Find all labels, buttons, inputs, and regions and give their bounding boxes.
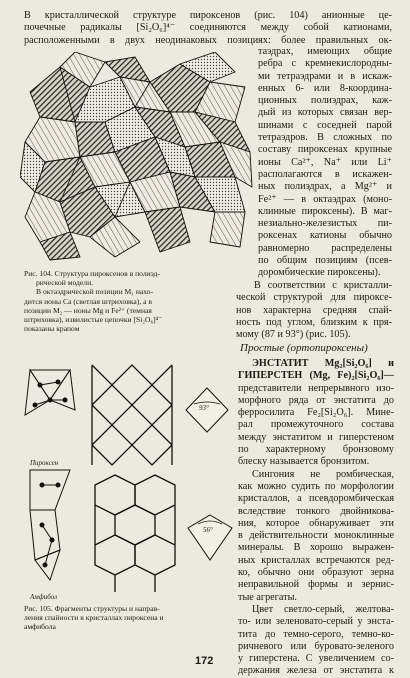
text-line: ферросилита Fe₂[Si₂O₆]. Мине- — [238, 407, 394, 419]
text-line: расположенными в двух неодинаковых позициях: более правильных ок- — [24, 34, 392, 46]
text-line: доромбические пироксены). — [258, 267, 381, 279]
text-line: составу пироксенах крупные — [258, 144, 392, 156]
text-line: у гиперстена. С увеличением со- — [238, 653, 394, 665]
text-line: рал промежуточного состава — [238, 419, 394, 431]
caption-line: ления спайности в кристаллах пироксена и — [24, 613, 164, 623]
caption-line: амфибола — [24, 622, 56, 632]
text-line: морфного ряда от энстатита до — [238, 394, 394, 406]
section-subheading: Простые (ортопироксены) — [240, 342, 368, 354]
text-line: Сингония не ромбическая, — [252, 468, 394, 480]
text-line: ребра с кремнекислородны- — [258, 58, 392, 70]
caption-line: В октаэдрической позиции M₁ нахо- — [36, 287, 154, 297]
caption-line: позиции M₂ — ионы Mg и Fe²⁺ (темная — [24, 305, 152, 315]
text-line: таэдрах, имеющих общие — [258, 46, 392, 57]
text-line: неправильной формы и зернис- — [238, 579, 394, 591]
text-line: вследствие тонкого двойникова- — [238, 505, 394, 517]
text-line: то- или зеленовато-серый у энста- — [238, 616, 394, 628]
caption-line: Рис. 105. Фрагменты структуры и направ- — [24, 604, 160, 613]
text-line: ЭНСТАТИТ Mg₂[Si₂O₆] и — [252, 358, 394, 369]
text-line: кристаллов, а псевдоромбическая — [238, 493, 394, 505]
text-line: дый из которых связан вер- — [258, 107, 392, 119]
label-amphibole: Амфибол — [30, 593, 58, 601]
text-line: тетраэдров. В сложных по — [258, 132, 392, 144]
text-line: незиально-железистых пи- — [258, 218, 392, 230]
text-line: клинные пироксены). В маг- — [258, 205, 392, 217]
text-line: ионы Ca²⁺, Na⁺ или Li⁺ — [258, 156, 392, 168]
text-line: ния, которое обнаруживает эти — [238, 517, 394, 529]
figure-105-caption — [24, 604, 229, 632]
text-line: ных полиэдрах, а Mg²⁺ и — [258, 181, 392, 193]
caption-line: штриховка), извилистые цепочки [Si₂O₆]⁴⁻ — [24, 315, 163, 325]
text-line: роксенах катионы обычно — [258, 230, 392, 242]
text-line: Fe²⁺ — в октаэдрах (моно- — [258, 193, 392, 205]
text-line: минералы. В хорошо выражен- — [238, 542, 394, 554]
figure-104-illustration — [20, 52, 255, 262]
text-line: ных кристаллах встречаются ред- — [238, 554, 394, 566]
text-line: в действительности моноклинные — [238, 530, 394, 542]
text-line: как можно судить по морфологии — [238, 480, 394, 492]
text-line: ность под углом, близким к пря- — [236, 316, 392, 328]
text-line: по общим позициям (псев- — [258, 255, 392, 267]
text-line: представители непрерывного изо- — [238, 382, 394, 394]
text-line: по характерному бронзовому — [238, 444, 394, 456]
text-line: ческой структурой для пироксе- — [236, 292, 392, 304]
intro-paragraph — [24, 10, 392, 47]
angle-label-amphibole: 56° — [203, 526, 213, 534]
mineral-description — [238, 358, 394, 678]
text-line: почечные радикалы [Si₂O₆]⁴⁻ соединяются между собой катионами, — [24, 22, 392, 34]
caption-line: показаны крапом — [24, 324, 80, 334]
text-line: В соответствии с кристалли- — [254, 280, 392, 291]
text-line: ционных полиэдрах, каж- — [258, 95, 392, 107]
text-line: Цвет светло-серый, желтова- — [252, 603, 394, 615]
label-pyroxene: Пироксен — [30, 459, 59, 467]
text-line: ГИПЕРСТЕН (Mg, Fe)₂[Si₂O₆]— — [238, 370, 394, 382]
text-line: В кристаллической структуре пироксенов (рис. 104) анионные це- — [24, 10, 392, 21]
text-line: между энстатитом и гиперстеном — [238, 431, 394, 443]
text-line: равномерно распределены — [258, 242, 392, 254]
text-line: ми тетраэдрами и в искаж- — [258, 70, 392, 82]
text-line: шинами с соседней парой — [258, 119, 392, 131]
text-line: ричневого или буровато-зеленого — [238, 640, 394, 652]
right-column-continued — [236, 280, 392, 341]
text-line: держания железа от энстатита к — [238, 665, 394, 677]
caption-line: дится ионы Ca (светлая штриховка), а в — [24, 296, 152, 306]
text-line: тита до темно-серого, темно-ко- — [238, 628, 394, 640]
figure-104-caption — [24, 269, 229, 333]
caption-line: рической модели. — [36, 278, 94, 288]
text-line: располагаются в искажен- — [258, 168, 392, 180]
right-column-text — [258, 46, 392, 280]
text-line: блеску называется бронзитом. — [238, 456, 370, 468]
figure-105-illustration — [20, 360, 235, 600]
text-line: ко, обычно они образуют зерна — [238, 567, 394, 579]
text-line: енных 6- или 8-координа- — [258, 82, 392, 94]
caption-line: Рис. 104. Структура пироксенов в полиэд- — [24, 269, 160, 278]
text-line: нов характерна средняя спай- — [236, 304, 392, 316]
angle-label-pyroxene: 93° — [199, 404, 209, 412]
text-line: тые агрегаты. — [238, 591, 297, 603]
page-number: 172 — [195, 655, 214, 667]
text-line: мому (87 и 93°) (рис. 105). — [236, 329, 351, 341]
